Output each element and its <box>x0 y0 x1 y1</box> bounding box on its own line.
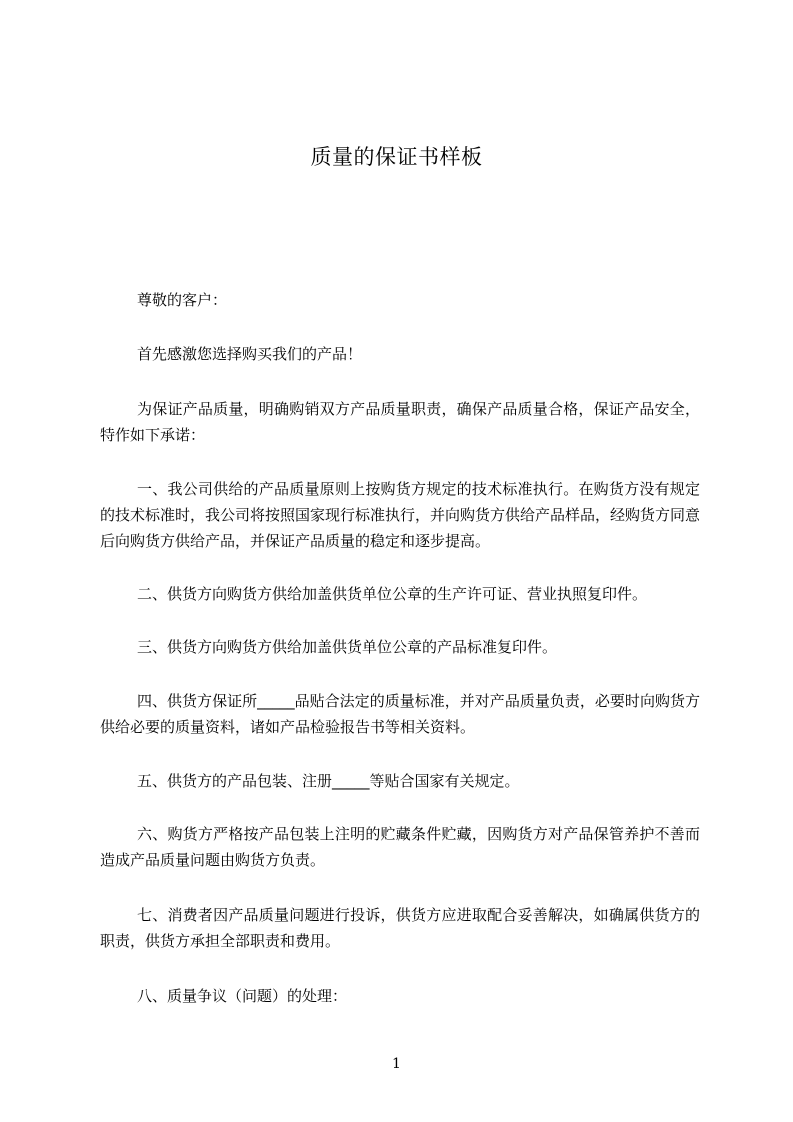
commitment-item-3: 三、供货方向购货方供给加盖供货单位公章的产品标准复印件。 <box>137 638 558 656</box>
commitment-item-1: 一、我公司供给的产品质量原则上按购货方规定的技术标准执行。在购货方没有规定的技术标准时，我公司将按照国家现行标准执行，并向购货方供给产品样品，经购货方同意后向购货方供给产品，并保证产品质量的稳定和逐步提高。 <box>100 480 701 550</box>
commitment-item-4: 四、供货方保证所_____品贴合法定的质量标准，并对产品质量负责，必要时向购货方供给必要的质量资料，诸如产品检验报告书等相关资料。 <box>100 692 700 736</box>
intro-paragraph: 为保证产品质量，明确购销双方产品质量职责，确保产品质量合格，保证产品安全，特作如下承诺： <box>100 400 700 444</box>
thanks-paragraph: 首先感激您选择购买我们的产品！ <box>137 345 363 363</box>
commitment-item-6: 六、购货方严格按产品包装上注明的贮藏条件贮藏，因购货方对产品保管养护不善而造成产品质量问题由购货方负责。 <box>100 825 700 869</box>
commitment-item-5: 五、供货方的产品包装、注册_____等贴合国家有关规定。 <box>137 772 520 790</box>
commitment-item-8: 八、质量争议（问题）的处理： <box>137 987 348 1005</box>
page-number: 1 <box>392 1056 401 1072</box>
salutation: 尊敬的客户： <box>137 291 228 309</box>
commitment-item-2: 二、供货方向购货方供给加盖供货单位公章的生产许可证、营业执照复印件。 <box>137 585 648 603</box>
commitment-item-7: 七、消费者因产品质量问题进行投诉，供货方应进取配合妥善解决，如确属供货方的职责，供货方承担全部职责和费用。 <box>100 906 700 950</box>
document-title: 质量的保证书样板 <box>310 145 483 169</box>
